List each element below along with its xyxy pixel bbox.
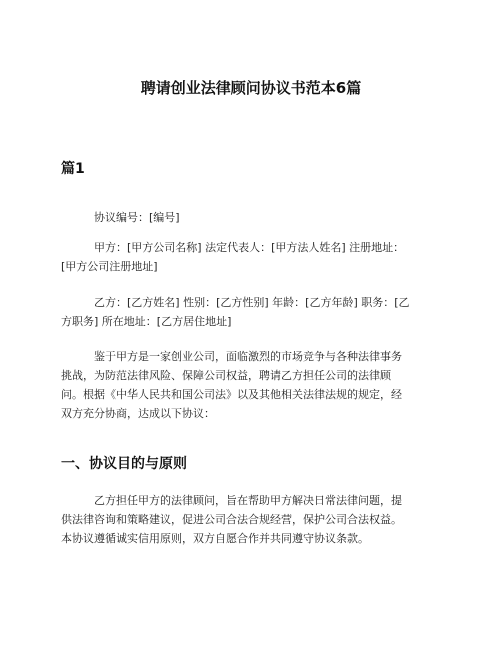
section-heading: 一、协议目的与原则 xyxy=(61,456,187,472)
party-a-paragraph xyxy=(61,238,445,276)
paragraph-line: 双方充分协商，达成以下协议： xyxy=(61,407,215,420)
paragraph-line: 鉴于甲方是一家创业公司，面临激烈的市场竞争与各种法律事务 xyxy=(94,350,402,363)
paragraph-line: 甲方：[甲方公司名称] 法定代表人：[甲方法人姓名] 注册地址： xyxy=(94,241,405,254)
agreement-number-paragraph xyxy=(61,208,445,227)
paragraph-line: 乙方担任甲方的法律顾问，旨在帮助甲方解决日常法律问题，提 xyxy=(94,494,402,507)
paragraph-line: 方职务] 所在地址：[乙方居住地址] xyxy=(61,315,232,328)
part-heading: 篇1 xyxy=(61,161,85,177)
paragraph-line: 乙方：[乙方姓名] 性别：[乙方性别] 年龄：[乙方年龄] 职务：[乙 xyxy=(94,296,410,309)
document-title: 聘请创业法律顾问协议书范本6篇 xyxy=(140,79,362,97)
paragraph-line: 本协议遵循诚实信用原则，双方自愿合作并共同遵守协议条款。 xyxy=(61,532,369,545)
paragraph-line: 挑战，为防范法律风险、保障公司权益，聘请乙方担任公司的法律顾 xyxy=(61,369,391,382)
preamble-paragraph xyxy=(61,347,445,423)
paragraph-line: 问。根据《中华人民共和国公司法》以及其他相关法律法规的规定，经 xyxy=(61,388,402,401)
paragraph-line: 供法律咨询和策略建议，促进公司合法合规经营，保护公司合法权益。 xyxy=(61,513,402,526)
party-b-paragraph xyxy=(61,293,445,331)
paragraph-line: [甲方公司注册地址] xyxy=(61,260,158,273)
section-body-paragraph xyxy=(61,491,445,548)
paragraph-line: 协议编号：[编号] xyxy=(94,211,180,224)
